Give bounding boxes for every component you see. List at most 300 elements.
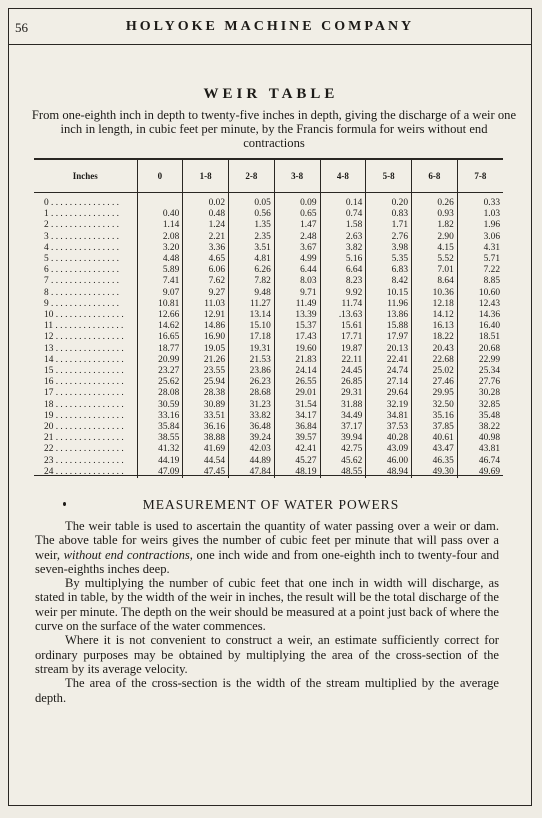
discharge-cell: 28.08 (137, 388, 183, 399)
discharge-cell: 37.53 (366, 422, 412, 433)
discharge-cell: 5.71 (457, 254, 503, 265)
column-header-fraction: 1-8 (183, 160, 229, 193)
discharge-cell: 46.00 (366, 456, 412, 467)
discharge-cell: 8.42 (366, 276, 412, 287)
discharge-cell: 39.57 (274, 433, 320, 444)
discharge-cell: 5.52 (412, 254, 458, 265)
discharge-cell: 17.43 (274, 332, 320, 343)
weir-table (34, 159, 503, 478)
discharge-cell: 11.74 (320, 299, 366, 310)
discharge-cell: 27.14 (366, 377, 412, 388)
row-inch-label (34, 388, 137, 399)
dot-leader: . . . . . . . . . . . . . . . (53, 433, 124, 444)
weir-table-container (34, 158, 503, 476)
table-row (34, 254, 503, 265)
discharge-cell: 4.81 (229, 254, 275, 265)
inch-value: 22 (44, 444, 54, 455)
discharge-cell: 0.40 (137, 209, 183, 220)
discharge-cell: 7.01 (412, 265, 458, 276)
discharge-cell: 6.83 (366, 265, 412, 276)
discharge-cell: 4.65 (183, 254, 229, 265)
discharge-cell: 17.71 (320, 332, 366, 343)
discharge-cell: 11.03 (183, 299, 229, 310)
discharge-cell: 3.82 (320, 243, 366, 254)
discharge-cell: 3.36 (183, 243, 229, 254)
discharge-cell: 24.45 (320, 366, 366, 377)
discharge-cell: 44.19 (137, 456, 183, 467)
discharge-cell: 14.12 (412, 310, 458, 321)
discharge-cell: 46.74 (457, 456, 503, 467)
paragraph (35, 633, 499, 676)
running-head: HOLYOKE MACHINE COMPANY (125, 19, 415, 34)
discharge-cell: 30.28 (457, 388, 503, 399)
discharge-cell: 19.05 (183, 344, 229, 355)
inch-value: 5 (44, 254, 49, 265)
discharge-cell: 37.85 (412, 422, 458, 433)
discharge-cell: 20.43 (412, 344, 458, 355)
inch-value: 11 (44, 321, 54, 332)
column-header-inches: Inches (34, 160, 137, 193)
discharge-cell: 3.06 (457, 232, 503, 243)
discharge-cell: 46.35 (412, 456, 458, 467)
discharge-cell: 42.41 (274, 444, 320, 455)
table-row (34, 467, 503, 478)
discharge-cell: 8.85 (457, 276, 503, 287)
dot-leader: . . . . . . . . . . . . . . . (53, 410, 124, 421)
discharge-cell: 0.93 (412, 209, 458, 220)
table-row (34, 377, 503, 388)
table-row (34, 444, 503, 455)
discharge-cell: 30.59 (137, 400, 183, 411)
row-inch-label (34, 366, 137, 377)
text-run: one inch wide and from one-eighth inch to twenty-four and seven-eighths inches deep. (35, 547, 500, 576)
dot-leader: . . . . . . . . . . . . . . . (48, 287, 119, 298)
discharge-cell: 35.48 (457, 411, 503, 422)
paragraph (35, 519, 499, 576)
discharge-cell: 4.31 (457, 243, 503, 254)
ink-speck (63, 502, 66, 506)
discharge-cell: 34.49 (320, 411, 366, 422)
discharge-cell: 19.87 (320, 344, 366, 355)
discharge-cell: 38.22 (457, 422, 503, 433)
discharge-cell: 6.26 (229, 265, 275, 276)
discharge-cell: 26.23 (229, 377, 275, 388)
inch-value: 23 (44, 455, 54, 466)
discharge-cell: 13.14 (229, 310, 275, 321)
discharge-cell: 27.46 (412, 377, 458, 388)
table-row (34, 411, 503, 422)
discharge-cell: 13.86 (366, 310, 412, 321)
table-row (34, 232, 503, 243)
discharge-cell: 25.94 (183, 377, 229, 388)
row-inch-label (34, 355, 137, 366)
discharge-cell: 38.88 (183, 433, 229, 444)
inch-value: 3 (44, 231, 49, 242)
discharge-cell: 9.92 (320, 288, 366, 299)
discharge-cell: 1.96 (457, 220, 503, 231)
discharge-cell: 11.96 (366, 299, 412, 310)
discharge-cell: 14.36 (457, 310, 503, 321)
dot-leader: . . . . . . . . . . . . . . . (53, 399, 124, 410)
discharge-cell: 0.20 (366, 193, 412, 210)
text-run: The weir table is used to ascertain the quantity of water passing over a weir or dam. The above table for weirs gives the number of cubic feet per minute that will pass over a weir, (35, 519, 499, 562)
discharge-cell: 43.47 (412, 444, 458, 455)
discharge-cell: 24.74 (366, 366, 412, 377)
discharge-cell: 0.74 (320, 209, 366, 220)
discharge-cell: 36.84 (274, 422, 320, 433)
table-row (34, 456, 503, 467)
discharge-cell: 40.98 (457, 433, 503, 444)
discharge-cell: 2.35 (229, 232, 275, 243)
discharge-cell: 6.44 (274, 265, 320, 276)
inch-value: 9 (44, 298, 49, 309)
column-header-fraction: 6-8 (412, 160, 458, 193)
discharge-cell: 21.26 (183, 355, 229, 366)
column-header-fraction: 5-8 (366, 160, 412, 193)
row-inch-label (34, 422, 137, 433)
discharge-cell: 21.83 (274, 355, 320, 366)
inch-value: 20 (44, 422, 54, 433)
row-inch-label (34, 209, 137, 220)
discharge-cell: 1.24 (183, 220, 229, 231)
discharge-cell: 4.15 (412, 243, 458, 254)
discharge-cell: 23.27 (137, 366, 183, 377)
table-row (34, 299, 503, 310)
discharge-cell: 15.37 (274, 321, 320, 332)
discharge-cell: 43.81 (457, 444, 503, 455)
discharge-cell: 0.02 (183, 193, 229, 210)
discharge-cell: 16.40 (457, 321, 503, 332)
discharge-cell: 2.21 (183, 232, 229, 243)
discharge-cell: 20.68 (457, 344, 503, 355)
table-subtitle: From one-eighth inch in depth to twenty-five inches in depth, giving the discharge of a weir one inch in length, in cubic feet per minute, by the Francis formula for weirs without end contractions (31, 108, 517, 150)
discharge-cell: 15.10 (229, 321, 275, 332)
table-title: WEIR TABLE (203, 86, 339, 102)
row-inch-label (34, 411, 137, 422)
table-row (34, 366, 503, 377)
discharge-cell: 23.86 (229, 366, 275, 377)
table-row (34, 243, 503, 254)
page-header (9, 9, 531, 45)
discharge-cell: 16.65 (137, 332, 183, 343)
discharge-cell: 5.35 (366, 254, 412, 265)
discharge-cell: 26.85 (320, 377, 366, 388)
discharge-cell: 29.95 (412, 388, 458, 399)
dot-leader: . . . . . . . . . . . . . . . (48, 231, 119, 242)
page-number: 56 (15, 20, 28, 35)
discharge-cell: 42.75 (320, 444, 366, 455)
discharge-cell: 39.24 (229, 433, 275, 444)
discharge-cell: 30.89 (183, 400, 229, 411)
discharge-cell: 29.01 (274, 388, 320, 399)
discharge-cell: 48.19 (274, 467, 320, 478)
inch-value: 6 (44, 265, 49, 276)
discharge-cell: 0.48 (183, 209, 229, 220)
dot-leader: . . . . . . . . . . . . . . . (53, 422, 124, 433)
dot-leader: . . . . . . . . . . . . . . . (53, 354, 124, 365)
discharge-cell: 0.09 (274, 193, 320, 210)
dot-leader: . . . . . . . . . . . . . . . (53, 455, 124, 466)
discharge-cell: 6.06 (183, 265, 229, 276)
discharge-cell: 0.14 (320, 193, 366, 210)
discharge-cell: 2.63 (320, 232, 366, 243)
column-header-fraction: 7-8 (457, 160, 503, 193)
column-header-fraction: 4-8 (320, 160, 366, 193)
discharge-cell: 48.94 (366, 467, 412, 478)
discharge-cell: 35.16 (412, 411, 458, 422)
table-row (34, 433, 503, 444)
discharge-cell: 41.32 (137, 444, 183, 455)
dot-leader: . . . . . . . . . . . . . . . (48, 276, 119, 287)
discharge-cell: 5.89 (137, 265, 183, 276)
discharge-cell: 32.85 (457, 400, 503, 411)
discharge-cell: 10.15 (366, 288, 412, 299)
table-row (34, 288, 503, 299)
discharge-cell: 33.82 (229, 411, 275, 422)
discharge-cell: 8.03 (274, 276, 320, 287)
table-row (34, 276, 503, 287)
discharge-cell: 0.83 (366, 209, 412, 220)
dot-leader: . . . . . . . . . . . . . . . (48, 198, 119, 208)
discharge-cell: 5.16 (320, 254, 366, 265)
inch-value: 2 (44, 220, 49, 231)
discharge-cell: 18.51 (457, 332, 503, 343)
discharge-cell: 22.99 (457, 355, 503, 366)
discharge-cell: 29.64 (366, 388, 412, 399)
row-inch-label (34, 433, 137, 444)
discharge-cell: 3.20 (137, 243, 183, 254)
discharge-cell: 2.90 (412, 232, 458, 243)
dot-leader: . . . . . . . . . . . . . . . (53, 444, 124, 455)
row-inch-label (34, 444, 137, 455)
dot-leader: . . . . . . . . . . . . . . . (48, 242, 119, 253)
discharge-cell: 49.30 (412, 467, 458, 478)
discharge-cell: 22.68 (412, 355, 458, 366)
discharge-cell: 4.48 (137, 254, 183, 265)
text-run: By multiplying the number of cubic feet that one inch in width will discharge, as stated in table, by the width of the weir in inches, the result will be the total discharge of the weir per minute. The depth on the weir should be measured at a point just back of where the curve on the surface of the water commences. (35, 576, 499, 634)
discharge-cell: 28.68 (229, 388, 275, 399)
inch-value: 19 (44, 410, 54, 421)
discharge-cell: 41.69 (183, 444, 229, 455)
dot-leader: . . . . . . . . . . . . . . . (53, 388, 124, 399)
inch-value: 0 (44, 198, 49, 208)
dot-leader: . . . . . . . . . . . . . . . (53, 343, 124, 354)
discharge-cell: 39.94 (320, 433, 366, 444)
discharge-cell: 20.13 (366, 344, 412, 355)
inch-value: 24 (44, 466, 54, 477)
discharge-cell: 44.89 (229, 456, 275, 467)
discharge-cell: 1.47 (274, 220, 320, 231)
discharge-cell: 9.27 (183, 288, 229, 299)
table-row (34, 220, 503, 231)
row-inch-label (34, 243, 137, 254)
discharge-cell: 7.62 (183, 276, 229, 287)
discharge-cell: 7.41 (137, 276, 183, 287)
inch-value: 12 (44, 332, 54, 343)
discharge-cell: 16.13 (412, 321, 458, 332)
inch-value: 21 (44, 433, 54, 444)
discharge-cell: 0.05 (229, 193, 275, 210)
discharge-cell: 11.27 (229, 299, 275, 310)
discharge-cell: 45.27 (274, 456, 320, 467)
discharge-cell: 1.14 (137, 220, 183, 231)
discharge-cell: 49.69 (457, 467, 503, 478)
discharge-cell: 1.82 (412, 220, 458, 231)
discharge-cell: 14.62 (137, 321, 183, 332)
italic-phrase: without end contractions, (63, 547, 193, 562)
discharge-cell: 2.76 (366, 232, 412, 243)
dot-leader: . . . . . . . . . . . . . . . (48, 298, 119, 309)
inch-value: 7 (44, 276, 49, 287)
inch-value: 4 (44, 242, 49, 253)
row-inch-label (34, 193, 137, 210)
discharge-cell: 0.33 (457, 193, 503, 210)
row-inch-label (34, 265, 137, 276)
table-row (34, 344, 503, 355)
table-row (34, 209, 503, 220)
section-heading: MEASUREMENT OF WATER POWERS (142, 497, 400, 512)
discharge-cell: 20.99 (137, 355, 183, 366)
discharge-cell: 25.62 (137, 377, 183, 388)
discharge-cell: 12.18 (412, 299, 458, 310)
discharge-cell: 38.55 (137, 433, 183, 444)
discharge-cell: 15.61 (320, 321, 366, 332)
inch-value: 1 (44, 209, 49, 220)
inch-value: 16 (44, 377, 54, 388)
discharge-cell: 10.60 (457, 288, 503, 299)
discharge-cell: 3.98 (366, 243, 412, 254)
row-inch-label (34, 377, 137, 388)
discharge-cell: 32.19 (366, 400, 412, 411)
discharge-cell: 31.54 (274, 400, 320, 411)
discharge-cell: 23.55 (183, 366, 229, 377)
discharge-cell: 9.07 (137, 288, 183, 299)
text-run: Where it is not convenient to construct a weir, an estimate sufficiently correct for ordinary purposes may be obtained by multiplying the area of the cross-section of the stream by its average velocity. (35, 633, 499, 676)
discharge-cell: 29.31 (320, 388, 366, 399)
row-inch-label (34, 400, 137, 411)
discharge-cell: 21.53 (229, 355, 275, 366)
discharge-cell: 8.64 (412, 276, 458, 287)
row-inch-label (34, 254, 137, 265)
discharge-cell: 7.22 (457, 265, 503, 276)
discharge-cell (137, 193, 183, 210)
inch-value: 17 (44, 388, 54, 399)
discharge-cell: 36.16 (183, 422, 229, 433)
discharge-cell: 43.09 (366, 444, 412, 455)
discharge-cell: 40.61 (412, 433, 458, 444)
column-header-fraction: 0 (137, 160, 183, 193)
dot-leader: . . . . . . . . . . . . . . . (53, 310, 124, 321)
discharge-cell: 27.76 (457, 377, 503, 388)
discharge-cell: 40.28 (366, 433, 412, 444)
row-inch-label (34, 276, 137, 287)
table-row (34, 265, 503, 276)
discharge-cell: 15.88 (366, 321, 412, 332)
dot-leader: . . . . . . . . . . . . . . . (48, 209, 119, 220)
row-inch-label (34, 220, 137, 231)
table-row (34, 193, 503, 210)
row-inch-label (34, 310, 137, 321)
discharge-cell: 9.48 (229, 288, 275, 299)
discharge-cell: 0.26 (412, 193, 458, 210)
discharge-cell: 1.58 (320, 220, 366, 231)
inch-value: 15 (44, 366, 54, 377)
discharge-cell: 4.99 (274, 254, 320, 265)
dot-leader: . . . . . . . . . . . . . . . (48, 254, 119, 265)
discharge-cell: 42.03 (229, 444, 275, 455)
table-row (34, 310, 503, 321)
discharge-cell: 10.81 (137, 299, 183, 310)
discharge-cell: 28.38 (183, 388, 229, 399)
discharge-cell: 16.90 (183, 332, 229, 343)
discharge-cell: 18.22 (412, 332, 458, 343)
discharge-cell: 1.35 (229, 220, 275, 231)
inch-value: 14 (44, 354, 54, 365)
discharge-cell: 12.66 (137, 310, 183, 321)
row-inch-label (34, 232, 137, 243)
inch-value: 8 (44, 287, 49, 298)
row-inch-label (34, 299, 137, 310)
row-inch-label (34, 288, 137, 299)
discharge-cell: 1.03 (457, 209, 503, 220)
discharge-cell: 32.50 (412, 400, 458, 411)
discharge-cell: 45.62 (320, 456, 366, 467)
discharge-cell: 33.51 (183, 411, 229, 422)
discharge-cell: 14.86 (183, 321, 229, 332)
discharge-cell: 2.08 (137, 232, 183, 243)
discharge-cell: 0.56 (229, 209, 275, 220)
discharge-cell: 44.54 (183, 456, 229, 467)
discharge-cell: 11.49 (274, 299, 320, 310)
discharge-cell: 12.91 (183, 310, 229, 321)
discharge-cell: 17.97 (366, 332, 412, 343)
table-row (34, 321, 503, 332)
inch-value: 18 (44, 399, 54, 410)
dot-leader: . . . . . . . . . . . . . . . (53, 377, 124, 388)
dot-leader: . . . . . . . . . . . . . . . (53, 321, 124, 332)
discharge-cell: 35.84 (137, 422, 183, 433)
discharge-cell: 33.16 (137, 411, 183, 422)
discharge-cell: 26.55 (274, 377, 320, 388)
discharge-cell: 0.65 (274, 209, 320, 220)
discharge-cell: 13.39 (274, 310, 320, 321)
discharge-cell: 6.64 (320, 265, 366, 276)
discharge-cell: 17.18 (229, 332, 275, 343)
paragraph (35, 576, 499, 633)
dot-leader: . . . . . . . . . . . . . . . (48, 265, 119, 276)
discharge-cell: 25.34 (457, 366, 503, 377)
discharge-cell: 34.81 (366, 411, 412, 422)
discharge-cell: 18.77 (137, 344, 183, 355)
discharge-cell: 34.17 (274, 411, 320, 422)
dot-leader: . . . . . . . . . . . . . . . (53, 466, 124, 477)
discharge-cell: 47.09 (137, 467, 183, 478)
discharge-cell: 31.88 (320, 400, 366, 411)
text-run: The area of the cross-section is the width of the stream multiplied by the average depth. (35, 676, 499, 705)
discharge-cell: 22.41 (366, 355, 412, 366)
discharge-cell: 3.67 (274, 243, 320, 254)
inch-value: 13 (44, 343, 54, 354)
discharge-cell: 12.43 (457, 299, 503, 310)
discharge-cell: 37.17 (320, 422, 366, 433)
discharge-cell: 3.51 (229, 243, 275, 254)
discharge-cell: 10.36 (412, 288, 458, 299)
discharge-cell: 9.71 (274, 288, 320, 299)
table-header-row (34, 160, 503, 193)
discharge-cell: 19.60 (274, 344, 320, 355)
table-row (34, 355, 503, 366)
discharge-cell: 2.48 (274, 232, 320, 243)
